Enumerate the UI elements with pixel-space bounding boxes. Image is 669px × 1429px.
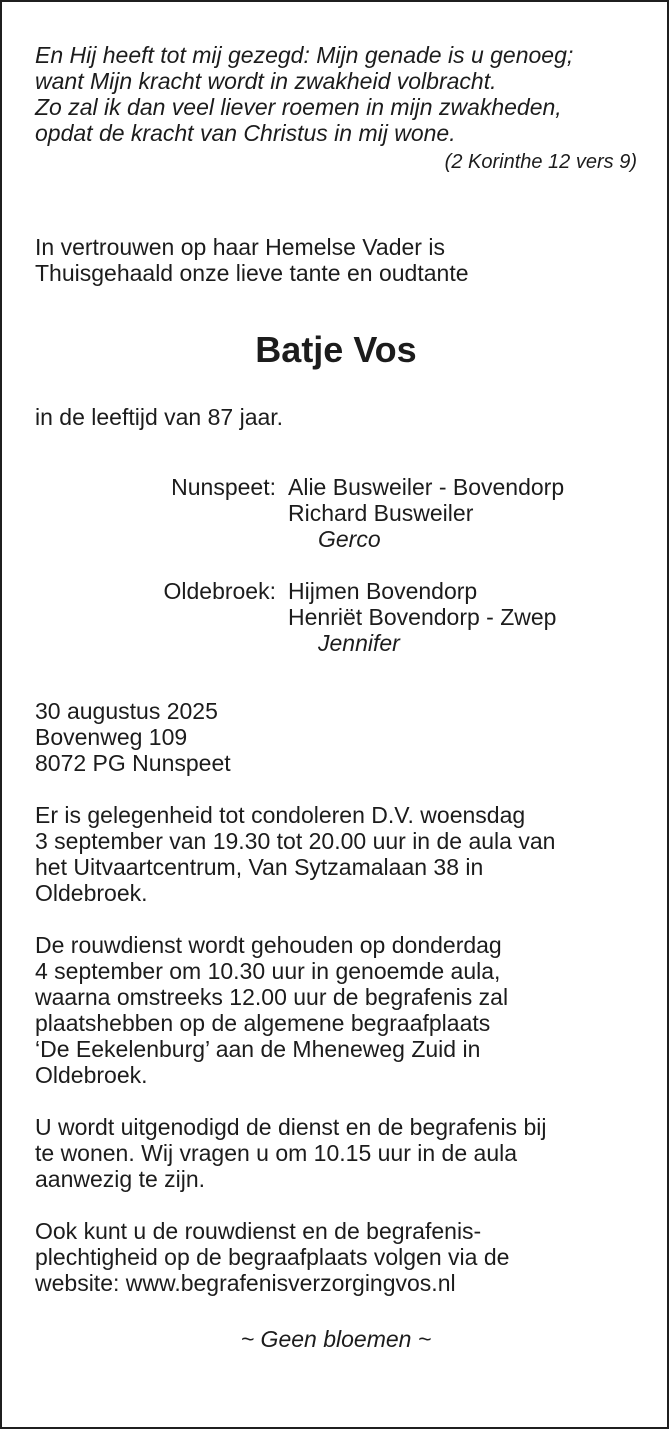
family-child: Jennifer xyxy=(318,630,400,656)
service-paragraph: De rouwdienst wordt gehouden op donderdag 4 september om 10.30 uur in genoemde aula, waarna omstreeks 12.00 uur de begrafenis zal plaatshebben op de algemene begraafplaats ‘De Eekelenburg’ aan de Mheneweg Zuid in Oldebroek. xyxy=(35,932,509,1088)
bible-verse: En Hij heeft tot mij gezegd: Mijn genade is u genoeg; want Mijn kracht wordt in zwakheid volbracht. Zo zal ik dan veel liever roemen in mijn zwakheden, opdat de kracht van Christus in mij wone. xyxy=(35,42,574,146)
bible-verse-reference: (2 Korinthe 12 vers 9) xyxy=(444,151,637,173)
invitation-paragraph: U wordt uitgenodigd de dienst en de begrafenis bij te wonen. Wij vragen u om 10.15 uur in de aula aanwezig te zijn. xyxy=(35,1114,547,1192)
condolences-paragraph: Er is gelegenheid tot condoleren D.V. woensdag 3 september van 19.30 tot 20.00 uur in de aula van het Uitvaartcentrum, Van Sytzamalaan 38 in Oldebroek. xyxy=(35,802,556,906)
home-address: 30 augustus 2025 Bovenweg 109 8072 PG Nunspeet xyxy=(35,698,231,776)
family-members xyxy=(288,474,637,552)
family-member: Alie Busweiler - Bovendorp xyxy=(288,474,565,500)
deceased-age: in de leeftijd van 87 jaar. xyxy=(35,404,284,430)
no-flowers-note: ~ Geen bloemen ~ xyxy=(240,1326,432,1352)
family-place: Nunspeet: xyxy=(171,474,276,500)
announcement-text: In vertrouwen op haar Hemelse Vader is Thuisgehaald onze lieve tante en oudtante xyxy=(35,234,469,286)
family-group-oldebroek xyxy=(35,578,637,656)
deceased-name: Batje Vos xyxy=(255,329,417,370)
family-child: Gerco xyxy=(318,526,381,552)
family-members xyxy=(288,578,637,656)
family-place: Oldebroek: xyxy=(163,578,276,604)
family-member: Richard Busweiler xyxy=(288,500,474,526)
family-member: Henriët Bovendorp - Zwep xyxy=(288,604,557,630)
livestream-paragraph: Ook kunt u de rouwdienst en de begrafenis- plechtigheid op de begraafplaats volgen via de website: www.begrafenisverzorgingvos.nl xyxy=(35,1218,510,1296)
family-list xyxy=(35,474,637,656)
obituary-content xyxy=(35,42,637,1352)
family-member: Hijmen Bovendorp xyxy=(288,578,478,604)
family-group-nunspeet xyxy=(35,474,637,552)
